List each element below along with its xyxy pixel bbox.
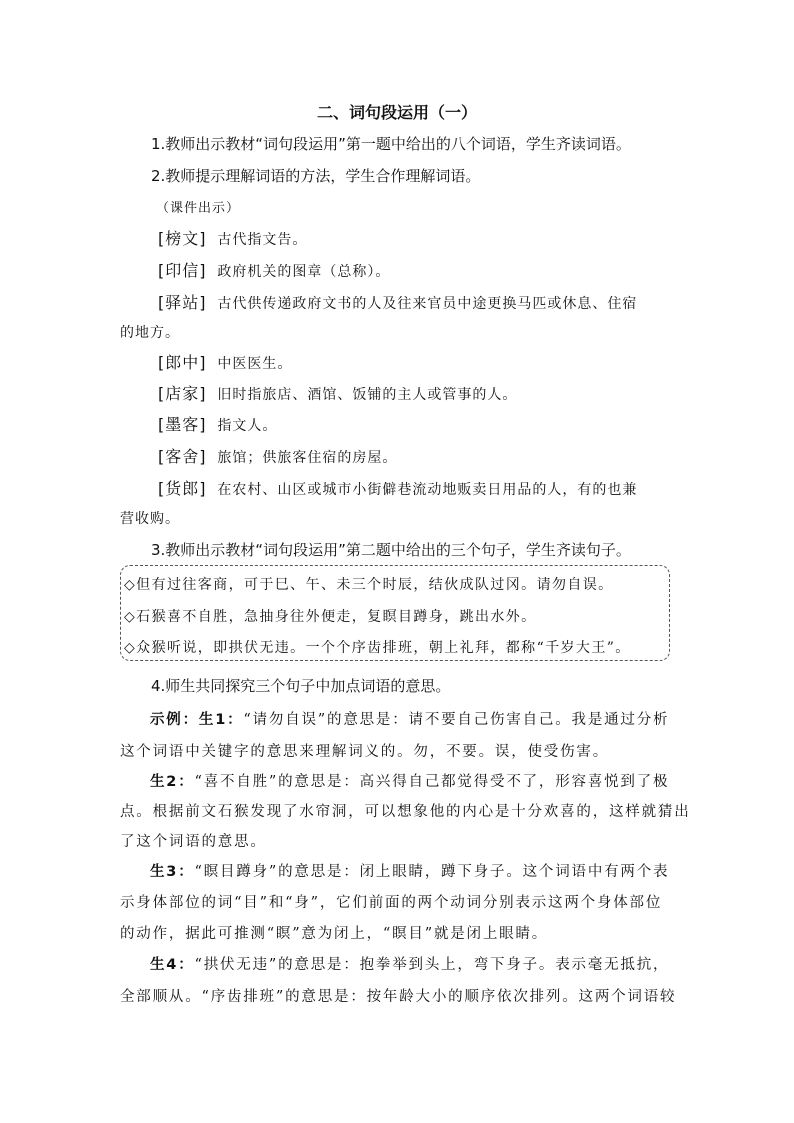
example-text: “拱伏无违”的意思是：抱拳举到头上，弯下身子。表示毫无抵抗， — [194, 957, 670, 973]
example-line — [150, 860, 669, 881]
section-title: 二、词句段运用（一） — [316, 103, 477, 122]
courseware-note: （课件出示） — [156, 201, 241, 216]
vocab-term: [货郎] — [158, 479, 207, 498]
example-text: “请勿自误”的意思是：请不要自己伤害自己。我是通过分析 — [243, 712, 670, 728]
example-label: 生2： — [150, 774, 195, 790]
vocab-term: [驿站] — [158, 293, 207, 312]
vocab-definition-continued: 营收购。 — [120, 511, 180, 527]
vocab-entry — [158, 350, 292, 373]
example-line: 全部顺从。“序齿排班”的意思是：按年龄大小的顺序依次排列。这两个词语较 — [120, 989, 677, 1005]
example-line — [150, 770, 669, 791]
vocab-term: [店家] — [158, 384, 207, 403]
vocab-definition: 指文人。 — [217, 418, 278, 434]
vocab-entry — [158, 444, 397, 467]
example-line: 的动作，据此可推测“瞑”意为闭上，“瞑目”就是闭上眼睛。 — [120, 926, 549, 942]
vocab-definition: 古代供传递政府文书的人及往来官员中途更换马匹或休息、住宿 — [217, 296, 638, 312]
vocab-definition-continued: 的地方。 — [120, 325, 180, 341]
example-text: “喜不自胜”的意思是：高兴得自己都觉得受不了，形容喜悦到了极 — [194, 774, 670, 790]
example-line: 点。根据前文石猴发现了水帘洞，可以想象他的内心是十分欢喜的，这样就猜出 — [120, 804, 691, 820]
vocab-term: [榜文] — [158, 229, 207, 248]
example-line — [150, 953, 669, 974]
step-1: 1.教师出示教材“词句段运用”第一题中给出的八个词语，学生齐读词语。 — [151, 135, 631, 153]
sentence-item: ◇但有过往客商，可于巳、午、未三个时辰，结伙成队过冈。请勿自误。 — [124, 577, 614, 593]
vocab-entry — [158, 226, 307, 249]
example-line: 示身体部位的词“目”和“身”，它们前面的两个动词分别表示这两个身体部位 — [120, 895, 663, 911]
vocab-definition: 旅馆；供旅客住宿的房屋。 — [217, 450, 398, 466]
vocab-entry — [158, 290, 637, 313]
vocab-definition: 中医医生。 — [217, 356, 293, 372]
example-label: 生4： — [150, 957, 195, 973]
example-line: 这个词语中关键字的意思来理解词义的。勿，不要。误，使受伤害。 — [120, 744, 609, 760]
vocab-definition: 旧时指旅店、酒馆、饭铺的主人或管事的人。 — [217, 387, 518, 403]
example-line — [150, 708, 669, 729]
vocab-term: [郎中] — [158, 353, 207, 372]
vocab-definition: 在农村、山区或城市小街僻巷流动地贩卖日用品的人，有的也兼 — [217, 482, 638, 498]
vocab-definition: 政府机关的图章（总称）。 — [217, 264, 391, 280]
vocab-entry — [158, 476, 637, 499]
step-4: 4.师生共同探究三个句子中加点词语的意思。 — [151, 677, 451, 695]
vocab-entry — [158, 412, 277, 435]
vocab-term: [印信] — [158, 261, 207, 280]
vocab-entry — [158, 258, 390, 281]
sentence-item: ◇众猴听说，即拱伏无违。一个个序齿排班，朝上礼拜，都称“千岁大王”。 — [124, 640, 631, 656]
example-label: 示例：生1： — [150, 712, 244, 728]
vocab-term: [客舍] — [158, 447, 207, 466]
example-label: 生3： — [150, 864, 195, 880]
sentence-item: ◇石猴喜不自胜，急抽身往外便走，复瞑目蹲身，跳出水外。 — [124, 609, 537, 625]
example-line: 了这个词语的意思。 — [120, 834, 267, 850]
vocab-entry — [158, 381, 517, 404]
step-2: 2.教师提示理解词语的方法，学生合作理解词语。 — [151, 167, 481, 185]
vocab-definition: 古代指文告。 — [217, 232, 308, 248]
step-3: 3.教师出示教材“词句段运用”第二题中给出的三个句子，学生齐读句子。 — [151, 541, 631, 559]
example-text: “瞑目蹲身”的意思是：闭上眼睛，蹲下身子。这个词语中有两个表 — [194, 864, 670, 880]
vocab-term: [墨客] — [158, 415, 207, 434]
